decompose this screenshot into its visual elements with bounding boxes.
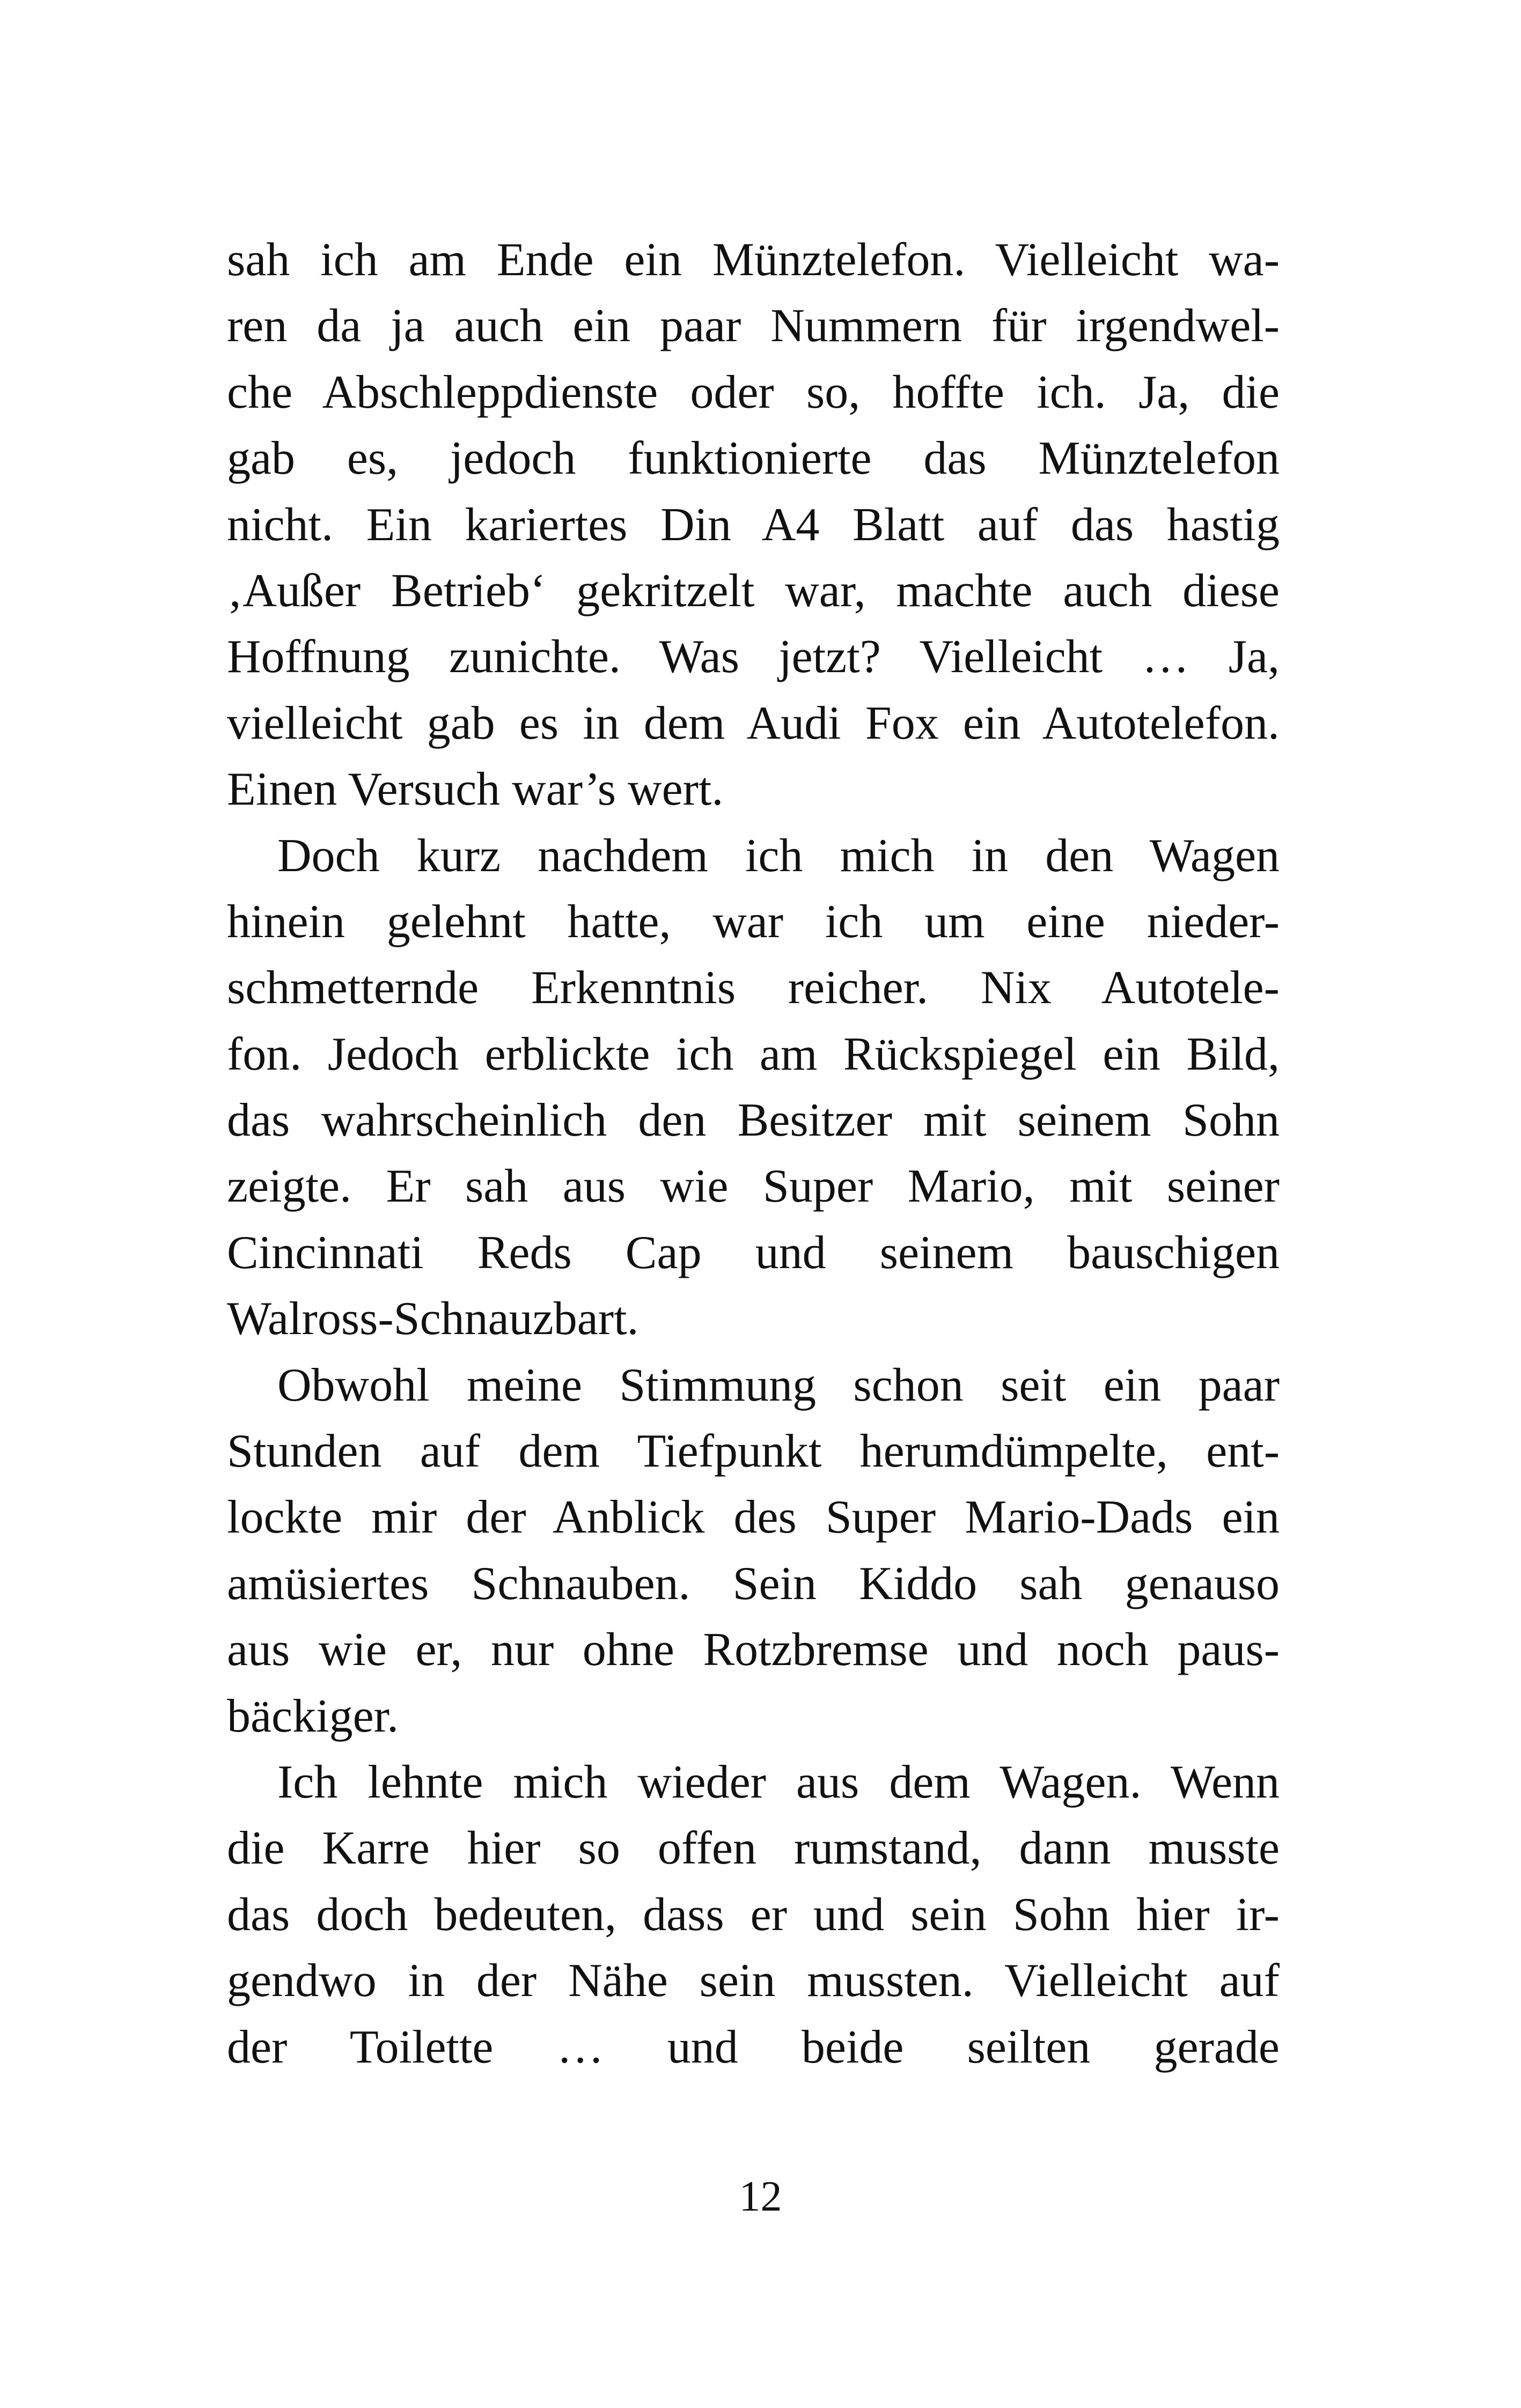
text-line: amüsiertes Schnauben. Sein Kiddo sah genauso [227,1557,1280,1610]
text-line: bäckiger. [227,1690,399,1742]
body-text [227,227,1280,2080]
text-line: Hoffnung zunichte. Was jetzt? Vielleicht … Ja, [227,631,1280,683]
text-line: ren da ja auch ein paar Nummern für irgendwel- [227,300,1280,352]
text-line: che Abschleppdienste oder so, hoffte ich. Ja, die [227,366,1280,418]
text-line: gendwo in der Nähe sein mussten. Vielleicht auf [227,1955,1280,2007]
text-line: lockte mir der Anblick des Super Mario-Dads ein [227,1491,1280,1544]
text-line: Walross-Schnauzbart. [227,1293,639,1345]
text-line: Ich lehnte mich wieder aus dem Wagen. Wenn [277,1756,1280,1808]
text-line: vielleicht gab es in dem Audi Fox ein Autotelefon. [227,697,1280,749]
text-line: Doch kurz nachdem ich mich in den Wagen [277,829,1280,882]
text-line: gab es, jedoch funktionierte das Münztelefon [227,432,1280,485]
text-line: das wahrscheinlich den Besitzer mit seinem Sohn [227,1094,1280,1147]
text-line: Stunden auf dem Tiefpunkt herumdümpelte, ent- [227,1425,1280,1478]
text-line: die Karre hier so offen rumstand, dann musste [227,1822,1280,1875]
text-line: Einen Versuch war’s wert. [227,763,724,816]
text-line: fon. Jedoch erblickte ich am Rückspiegel ein Bild, [227,1028,1280,1080]
text-line: Cincinnati Reds Cap und seinem bauschigen [227,1226,1280,1279]
text-line: aus wie er, nur ohne Rotzbremse und noch paus- [227,1624,1280,1676]
text-line: ‚Außer Betrieb‘ gekritzelt war, machte auch diese [227,564,1280,617]
text-line: schmetternde Erkenntnis reicher. Nix Autotele- [227,962,1280,1014]
text-line: sah ich am Ende ein Münztelefon. Vielleicht wa- [227,234,1280,286]
text-line: zeigte. Er sah aus wie Super Mario, mit seiner [227,1160,1280,1213]
text-line: der Toilette … und beide seilten gerade [227,2021,1280,2073]
text-line: Obwohl meine Stimmung schon seit ein paar [277,1359,1280,1411]
text-line: das doch bedeuten, dass er und sein Sohn hier ir- [227,1888,1280,1941]
text-line: hinein gelehnt hatte, war ich um eine nieder- [227,895,1280,948]
text-line: nicht. Ein kariertes Din A4 Blatt auf das hastig [227,498,1280,551]
page-number: 12 [739,2173,782,2220]
